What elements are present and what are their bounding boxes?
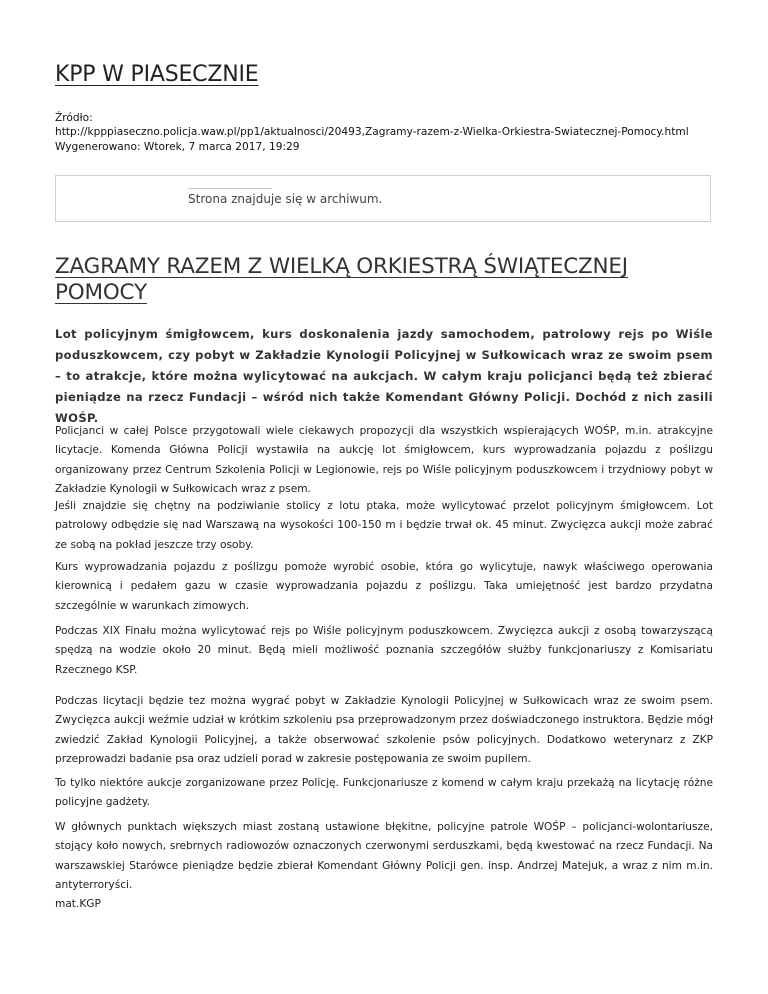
article-paragraph: Kurs wyprowadzania pojazdu z poślizgu pomoże wyrobić osobie, która go wylicytuje, nawyk właściwego operowania kierownicą i pedałem gazu w czasie wyprowadzania pojazdu z poślizgu. Taka umiejętność jest bardzo przydatna szczególnie w warunkach zimowych. [55,561,713,612]
article-source-credit: mat.KGP [55,898,101,910]
article-title[interactable]: ZAGRAMY RAZEM Z WIELKĄ ORKIESTRĄ ŚWIĄTECZNEJ POMOCY [55,254,628,305]
article-paragraph: Jeśli znajdzie się chętny na podziwianie stolicy z lotu ptaka, może wylicytować przelot policyjnym śmigłowcem. Lot patrolowy odbędzie się nad Warszawą na wysokości 100-150 m i będzie trwał ok. 45 minut. Zwycięzca aukcji może zabrać ze sobą na pokład jeszcze trzy osoby. [55,500,713,551]
archive-notice-box [55,175,711,222]
archive-notice: Strona znajduje się w archiwum. [188,192,383,206]
article-paragraph: Policjanci w całej Polsce przygotowali wiele ciekawych propozycji dla wszystkich wspierających WOŚP, m.in. atrakcyjne licytacje. Komenda Główna Policji wystawiła na aukcję lot śmigłowcem, kurs wyprowadzania pojazdu z poślizgu organizowany przez Centrum Szkolenia Policji w Legionowie, rejs po Wiśle policyjnym poduszkowcem i trzydniowy pobyt w Zakładzie Kynologii w Sułkowicach wraz z psem. [55,425,713,495]
source-url: http://kpppiaseczno.policja.waw.pl/pp1/aktualnosci/20493,Zagramy-razem-z-Wielka-Orkiestra-Swiatecznej-Pomocy.html [55,126,689,139]
generated-timestamp: Wygenerowano: Wtorek, 7 marca 2017, 19:29 [55,140,300,153]
site-title[interactable]: KPP W PIASECZNIE [55,62,259,87]
article-lead: Lot policyjnym śmigłowcem, kurs doskonalenia jazdy samochodem, patrolowy rejs po Wiśle poduszkowcem, czy pobyt w Zakładzie Kynologii Policyjnej w Sułkowicach wraz ze swoim psem – to atrakcje, które można wylicytować na aukcjach. W całym kraju policjanci będą też zbierać pieniądze na rzecz Fundacji – wśród nich także Komendant Główny Policji. Dochód z nich zasili WOŚP. [55,327,713,425]
article-paragraph: To tylko niektóre aukcje zorganizowane przez Policję. Funkcjonariusze z komend w całym kraju przekażą na licytację różne policyjne gadżety. [55,777,713,809]
article-paragraph: Podczas XIX Finału można wylicytować rejs po Wiśle policyjnym poduszkowcem. Zwycięzca aukcji z osobą towarzyszącą spędzą na wodzie około 20 minut. Będą mieli możliwość poznania szczegółów służby funkcjonariuszy z Komisariatu Rzecznego KSP. [55,625,713,676]
article-paragraph: W głównych punktach większych miast zostaną ustawione błękitne, policyjne patrole WOŚP – policjanci-wolontariusze, stojący koło nowych, srebrnych radiowozów oznaczonych czerwonymi serduszkami, będą kwestować na rzecz Fundacji. Na warszawskiej Starówce pieniądze będzie zbierał Komendant Główny Policji gen. insp. Andrzej Matejuk, a wraz z nim m.in. antyterroryści. [55,821,713,891]
source-label: Źródło: [55,112,93,124]
article-paragraph: Podczas licytacji będzie tez można wygrać pobyt w Zakładzie Kynologii Policyjnej w Sułkowicach wraz ze swoim psem. Zwycięzca aukcji weźmie udział w krótkim szkoleniu psa przeprowadzonym przez doświadczonego instruktora. Będzie mógł zwiedzić Zakład Kynologii Policyjnej, a także obserwować szkolenie psów policyjnych. Dodatkowo weterynarz z ZKP przeprowadzi badanie psa oraz udzieli porad w zakresie postępowania ze swoim pupilem. [55,695,713,765]
source-meta [55,111,689,154]
archive-divider [188,188,272,189]
